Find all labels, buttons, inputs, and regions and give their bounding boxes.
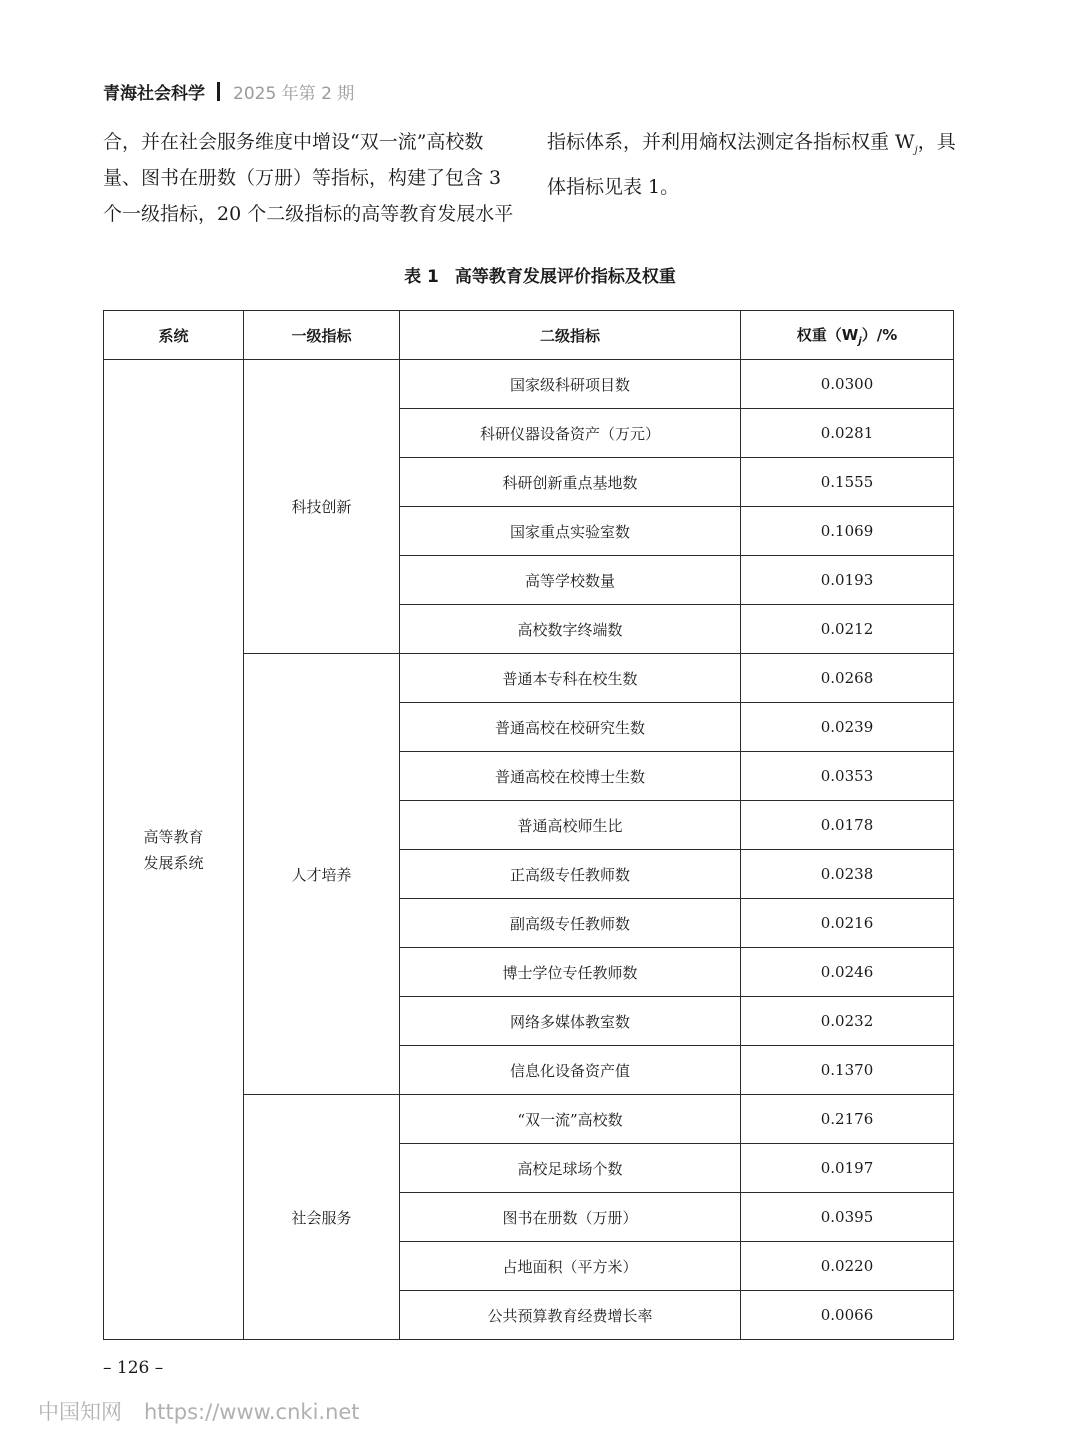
indicator-cell: 正高级专任教师数 [400,850,741,899]
weight-cell: 0.0238 [741,850,954,899]
system-cell [104,360,244,1340]
indicator-cell: 副高级专任教师数 [400,899,741,948]
subscript: j [914,144,918,156]
page-number: – 126 – [103,1358,164,1378]
indicator-cell: 高校数字终端数 [400,605,741,654]
system-label: 发展系统 [143,853,204,872]
table-header-row [104,311,954,360]
indicator-cell: 占地面积（平方米） [400,1242,741,1291]
text-fragment: 指标体系，并利用熵权法测定各指标权重 W [547,131,915,153]
weight-cell: 0.1555 [741,458,954,507]
header-divider [217,82,220,101]
weight-cell: 0.0197 [741,1144,954,1193]
indicator-cell: 普通高校师生比 [400,801,741,850]
subscript: j [858,335,862,347]
journal-title: 青海社会科学 [103,83,205,104]
indicator-cell: 信息化设备资产值 [400,1046,741,1095]
text-line: 合，并在社会服务维度中增设“双一流”高校数 [103,131,484,153]
indicator-cell: 国家重点实验室数 [400,507,741,556]
text-fragment: ，具 [917,131,956,153]
running-header [103,78,354,104]
header-system: 系统 [104,311,244,360]
weight-cell: 0.0212 [741,605,954,654]
weight-cell: 0.0232 [741,997,954,1046]
weight-cell: 0.0395 [741,1193,954,1242]
weight-cell: 0.0193 [741,556,954,605]
indicator-cell: 图书在册数（万册） [400,1193,741,1242]
weight-cell: 0.0066 [741,1291,954,1340]
indicator-cell: 博士学位专任教师数 [400,948,741,997]
indicator-cell: 普通高校在校研究生数 [400,703,741,752]
weight-cell: 0.0268 [741,654,954,703]
header-level1: 一级指标 [244,311,400,360]
indicator-cell: 高等学校数量 [400,556,741,605]
issue-label: 2025 年第 2 期 [233,83,355,104]
text-line: 体指标见表 1。 [547,175,680,198]
weight-cell: 0.0239 [741,703,954,752]
weight-cell: 0.0353 [741,752,954,801]
header-level2: 二级指标 [400,311,741,360]
system-label: 高等教育 [143,827,204,846]
text-line: 个一级指标，20 个二级指标的高等教育发展水平 [103,203,514,225]
indicator-cell: 普通高校在校博士生数 [400,752,741,801]
header-weight-text: 权重（W [796,325,859,344]
table-row [104,360,954,409]
body-text-right-column [547,124,957,205]
indicator-cell: 高校足球场个数 [400,1144,741,1193]
indicator-cell: 普通本专科在校生数 [400,654,741,703]
watermark-name: 中国知网 [38,1400,122,1424]
level1-cell: 人才培养 [244,654,400,1095]
header-weight [741,311,954,360]
weight-cell: 0.0281 [741,409,954,458]
body-text-left-column [103,124,515,232]
weight-cell: 0.0300 [741,360,954,409]
indicator-cell: 网络多媒体教室数 [400,997,741,1046]
table-title: 高等教育发展评价指标及权重 [454,267,676,287]
weight-cell: 0.1370 [741,1046,954,1095]
indicator-cell: 国家级科研项目数 [400,360,741,409]
indicator-cell: 公共预算教育经费增长率 [400,1291,741,1340]
text-line: 量、图书在册数（万册）等指标，构建了包含 3 [103,167,502,189]
weight-cell: 0.0246 [741,948,954,997]
watermark-url: https://www.cnki.net [144,1400,360,1424]
cnki-watermark [38,1396,360,1426]
table-caption [0,262,1080,287]
indicator-weight-table [103,310,954,1340]
indicator-cell: 科研仪器设备资产（万元） [400,409,741,458]
indicator-cell: 科研创新重点基地数 [400,458,741,507]
weight-cell: 0.1069 [741,507,954,556]
level1-cell: 社会服务 [244,1095,400,1340]
indicator-cell: “双一流”高校数 [400,1095,741,1144]
weight-cell: 0.0220 [741,1242,954,1291]
level1-cell: 科技创新 [244,360,400,654]
weight-cell: 0.0216 [741,899,954,948]
weight-cell: 0.2176 [741,1095,954,1144]
text-line [547,124,957,169]
weight-cell: 0.0178 [741,801,954,850]
table-number: 表 1 [404,267,439,287]
header-weight-text: ）/% [861,325,898,344]
